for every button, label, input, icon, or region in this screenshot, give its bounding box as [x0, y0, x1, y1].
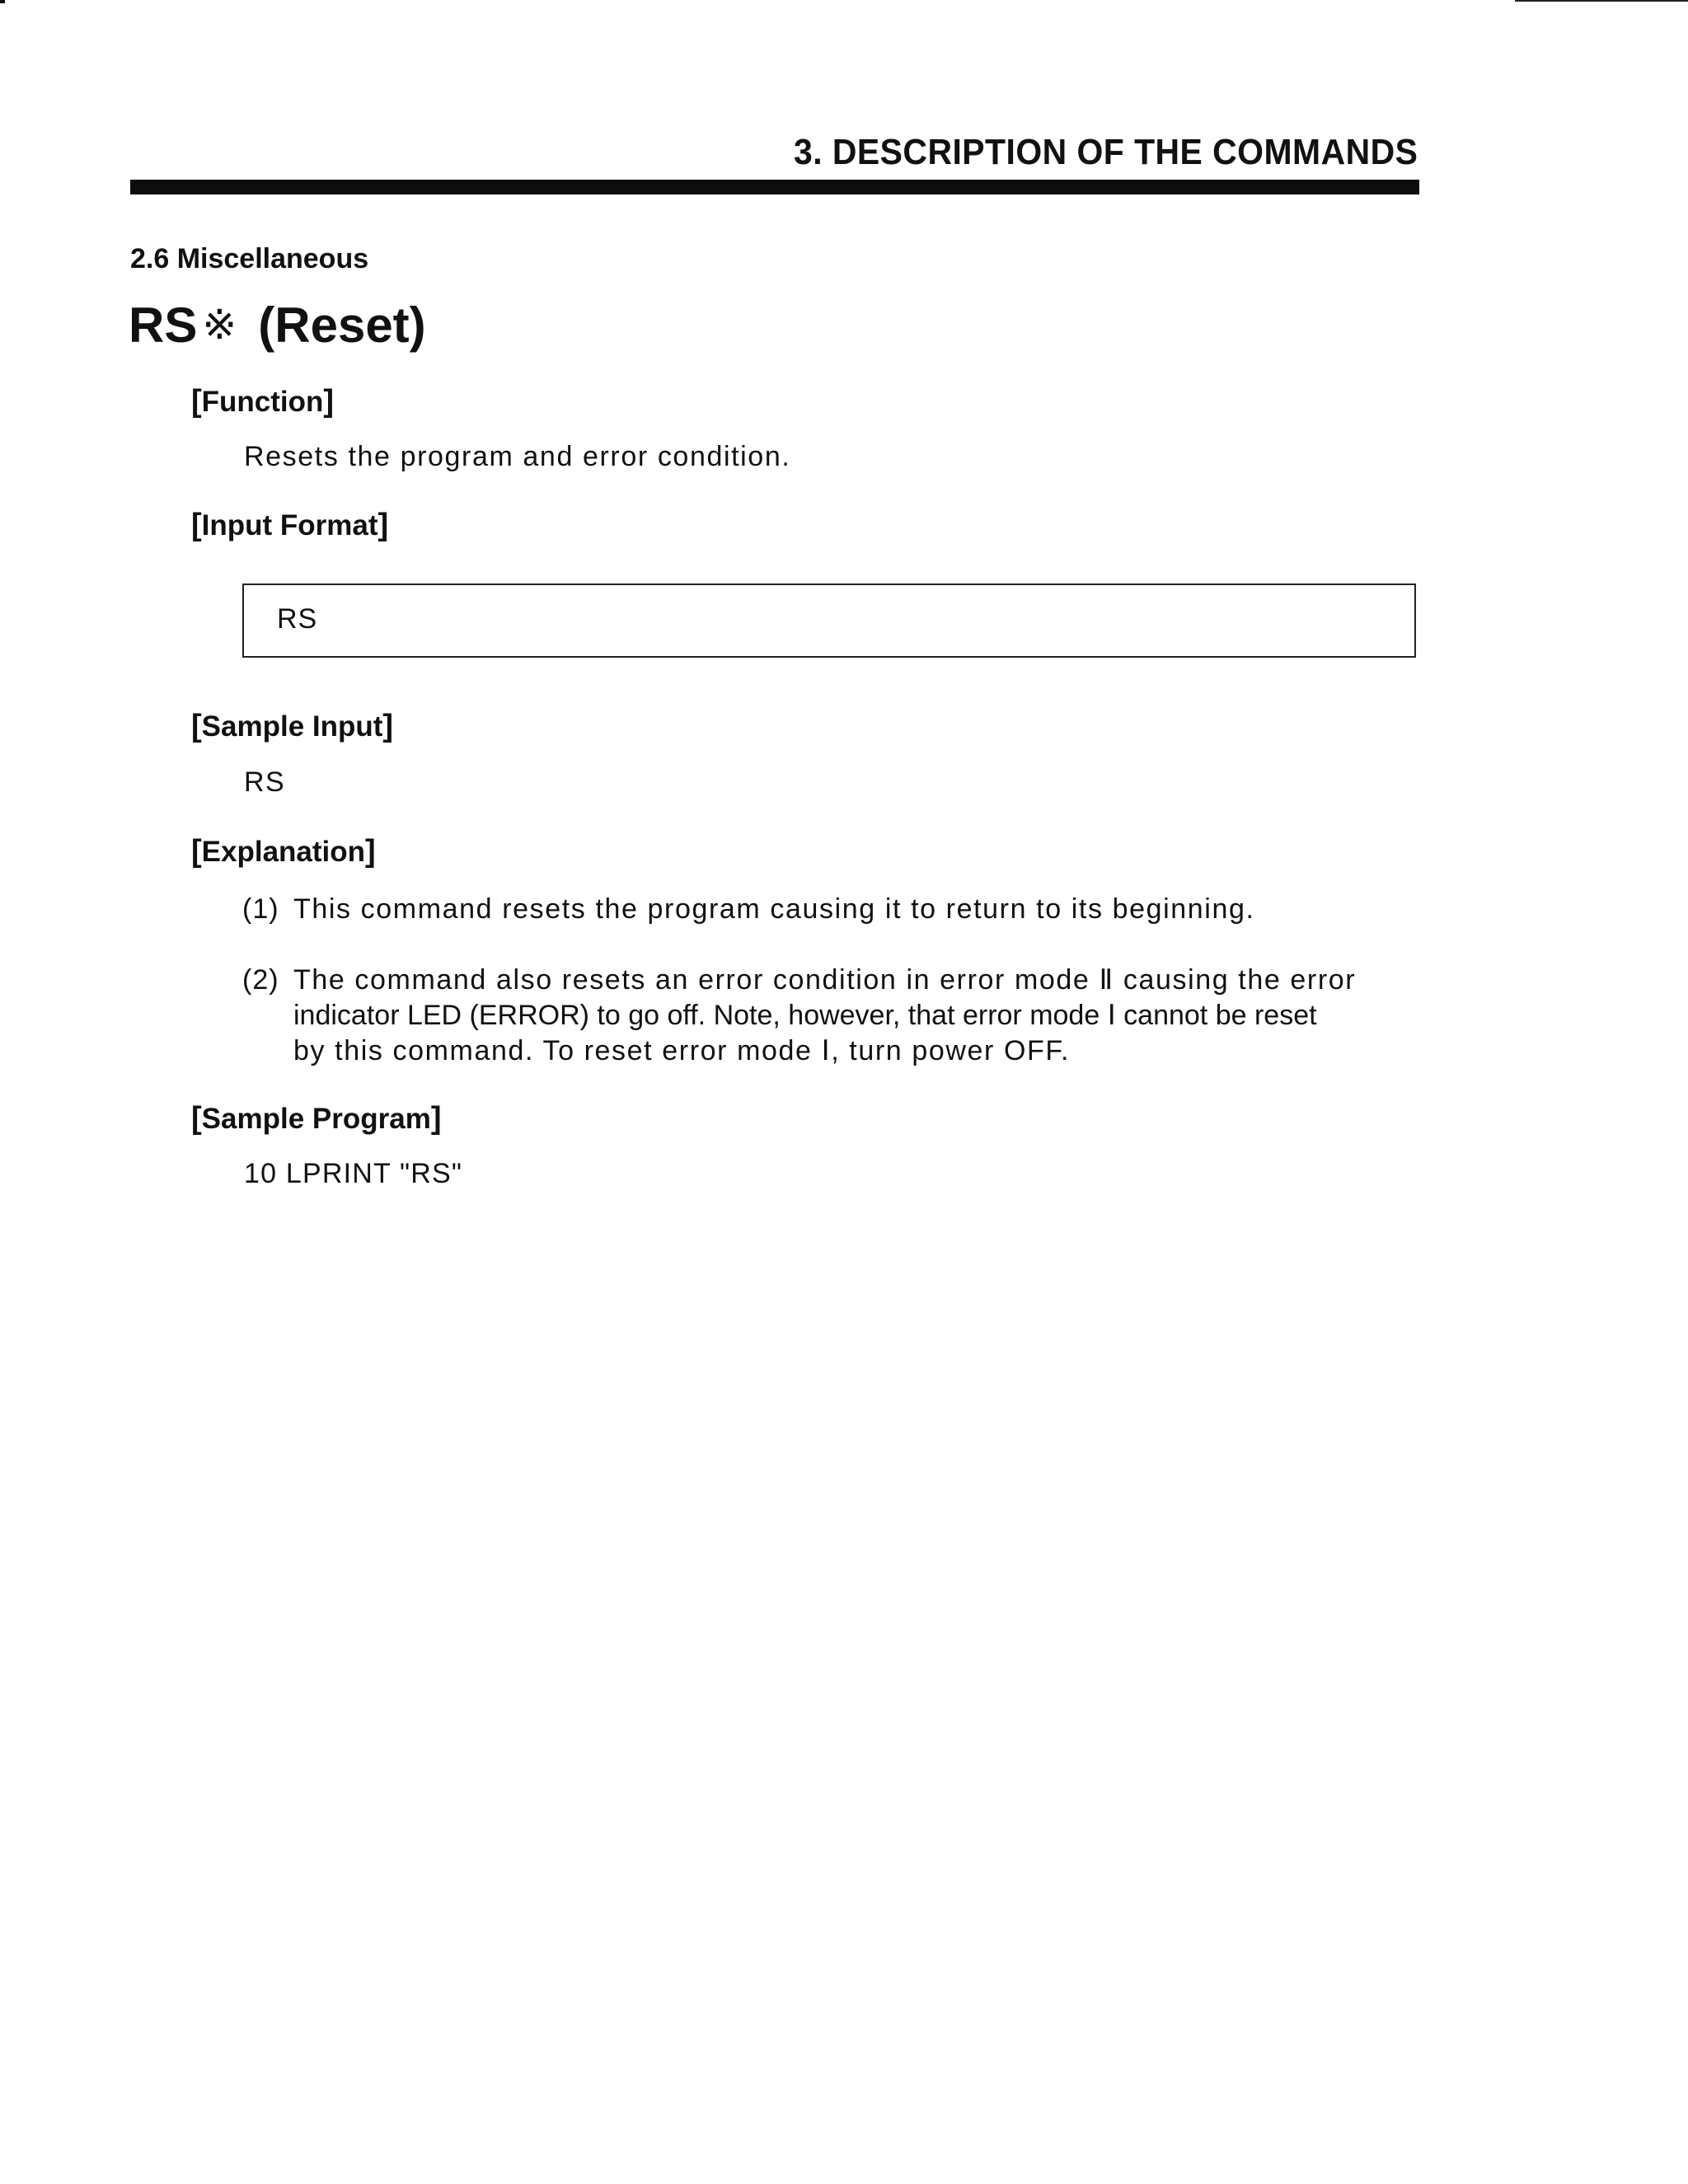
- open-bracket: [: [191, 1101, 202, 1136]
- item-number: (1): [242, 893, 279, 925]
- command-label: (Reset): [258, 298, 426, 353]
- sample-program-heading: [191, 1101, 441, 1137]
- sample-program-text: 10 LPRINT "RS": [244, 1158, 463, 1189]
- function-heading-label: Function: [201, 386, 324, 418]
- close-bracket: ]: [377, 508, 389, 542]
- close-bracket: ]: [430, 1101, 442, 1136]
- chapter-title: 3. DESCRIPTION OF THE COMMANDS: [793, 132, 1418, 172]
- section-number: 2.6 Miscellaneous: [130, 243, 369, 274]
- function-text: Resets the program and error condition.: [244, 441, 791, 472]
- command-name: RS: [129, 298, 198, 353]
- item-text-line: This command resets the program causing it to return to its beginning.: [293, 893, 1255, 925]
- scan-artifact-right: [1515, 0, 1688, 2]
- explanation-item: [242, 892, 1255, 927]
- input-format-box: [242, 583, 1416, 658]
- sample-input-heading: [191, 709, 393, 744]
- close-bracket: ]: [323, 384, 335, 419]
- open-bracket: [: [191, 508, 202, 542]
- item-text-line: The command also resets an error condition in error mode Ⅱ causing the error: [293, 964, 1357, 996]
- explanation-heading-label: Explanation: [201, 836, 366, 868]
- scan-artifact-left: [0, 0, 5, 3]
- explanation-heading: [191, 834, 376, 869]
- input-format-text: RS: [277, 603, 318, 635]
- command-title: [129, 297, 426, 354]
- sample-program-heading-label: Sample Program: [201, 1103, 431, 1135]
- close-bracket: ]: [382, 709, 394, 743]
- reference-mark-icon: ※: [202, 302, 237, 348]
- open-bracket: [: [191, 834, 202, 869]
- sample-input-text: RS: [244, 766, 286, 798]
- input-format-heading-label: Input Format: [201, 509, 378, 541]
- open-bracket: [: [191, 384, 202, 419]
- open-bracket: [: [191, 709, 202, 743]
- header-rule: [130, 180, 1419, 194]
- item-text-line: by this command. To reset error mode Ⅰ, turn power OFF.: [293, 1035, 1071, 1066]
- input-format-heading: [191, 508, 388, 543]
- function-heading: [191, 384, 334, 419]
- sample-input-heading-label: Sample Input: [201, 710, 383, 743]
- item-text-line: indicator LED (ERROR) to go off. Note, however, that error mode Ⅰ cannot be reset: [293, 1000, 1317, 1031]
- explanation-item: [242, 963, 1356, 1069]
- item-number: (2): [242, 964, 279, 996]
- close-bracket: ]: [365, 834, 376, 869]
